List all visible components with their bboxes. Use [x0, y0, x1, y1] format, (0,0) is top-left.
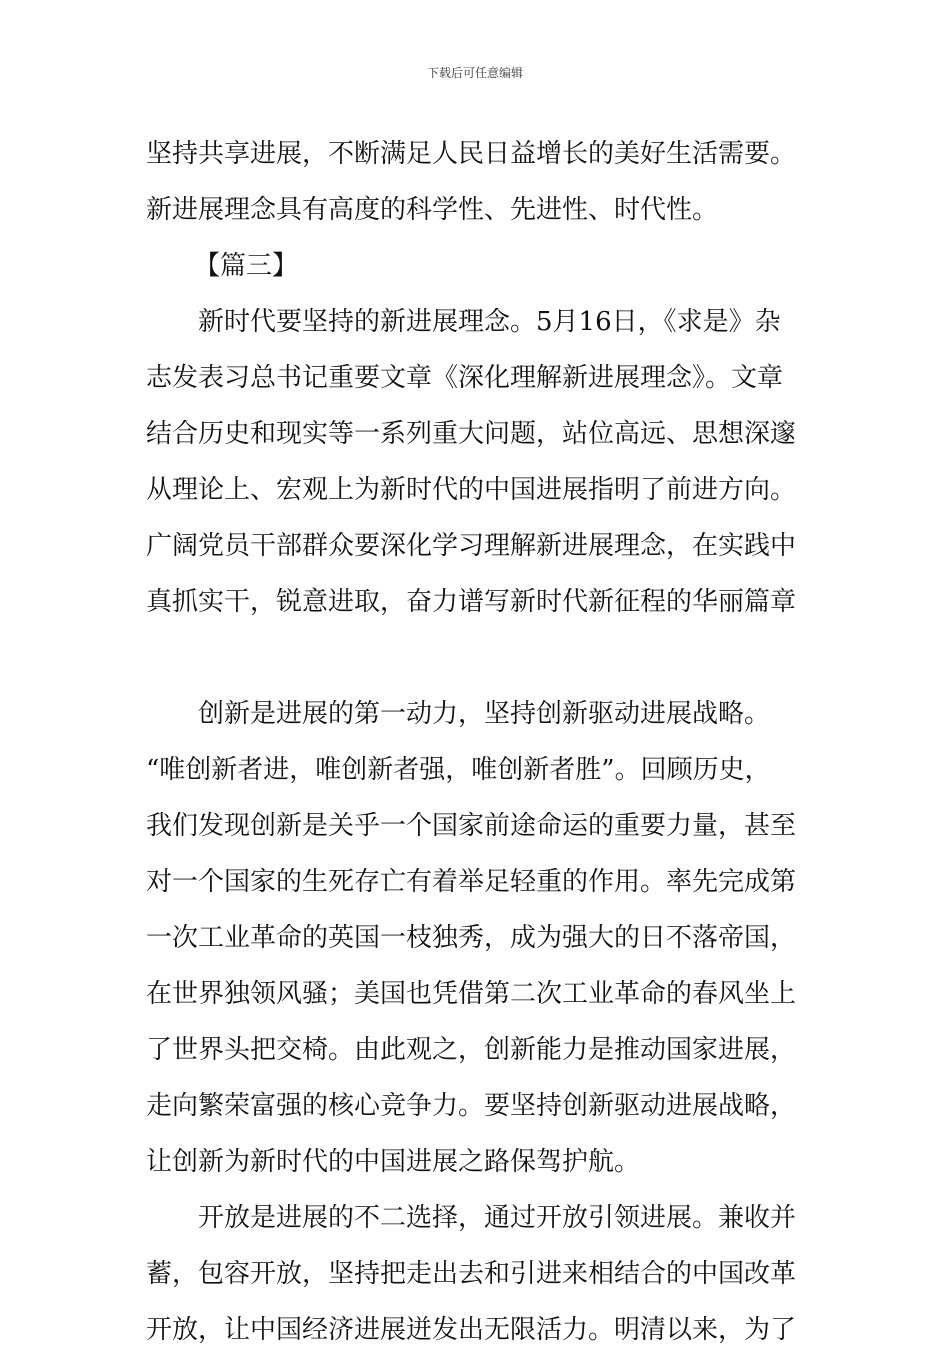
document-body: [146, 126, 806, 1358]
text-line: 蓄，包容开放，坚持把走出去和引进来相结合的中国改革: [146, 1259, 797, 1289]
text-line: 新进展理念具有高度的科学性、先进性、时代性。: [146, 195, 719, 225]
text-line: 结合历史和现实等一系列重大问题，站位高远、思想深邃: [146, 419, 797, 449]
text-line: 走向繁荣富强的核心竞争力。要坚持创新驱动进展战略，: [146, 1091, 797, 1121]
text-line: 让创新为新时代的中国进展之路保驾护航。: [146, 1147, 641, 1177]
text-line: “唯创新者进，唯创新者强，唯创新者胜”。回顾历史，: [146, 755, 771, 785]
text-line: 在世界独领风骚；美国也凭借第二次工业革命的春风坐上: [146, 979, 797, 1009]
text-line: 广阔党员干部群众要深化学习理解新进展理念，在实践中: [146, 531, 797, 561]
text-line: 坚持共享进展，不断满足人民日益增长的美好生活需要。: [146, 139, 797, 169]
text-line: 了世界头把交椅。由此观之，创新能力是推动国家进展，: [146, 1035, 797, 1065]
text-line: 真抓实干，锐意进取，奋力谱写新时代新征程的华丽篇章: [146, 587, 797, 617]
text-line: 开放，让中国经济进展迸发出无限活力。明清以来，为了: [146, 1315, 797, 1345]
text-line: 对一个国家的生死存亡有着举足轻重的作用。率先完成第: [146, 867, 797, 897]
section-heading: 【篇三】: [194, 251, 299, 281]
text-line: 志发表习总书记重要文章《深化理解新进展理念》。文章: [146, 363, 784, 393]
paragraph-start-line: 开放是进展的不二选择，通过开放引领进展。兼收并: [198, 1203, 797, 1233]
paragraph-start-line: 创新是进展的第一动力，坚持创新驱动进展战略。: [198, 699, 771, 729]
paragraph-start-line: 新时代要坚持的新进展理念。5月16日，《求是》杂: [198, 307, 781, 337]
text-line: 我们发现创新是关乎一个国家前途命运的重要力量，甚至: [146, 811, 797, 841]
blank-line: [146, 630, 806, 686]
page-header-note: 下载后可任意编辑: [426, 66, 523, 80]
text-line: 从理论上、宏观上为新时代的中国进展指明了前进方向。: [146, 475, 797, 505]
text-line: 一次工业革命的英国一枝独秀，成为强大的日不落帝国，: [146, 923, 797, 953]
